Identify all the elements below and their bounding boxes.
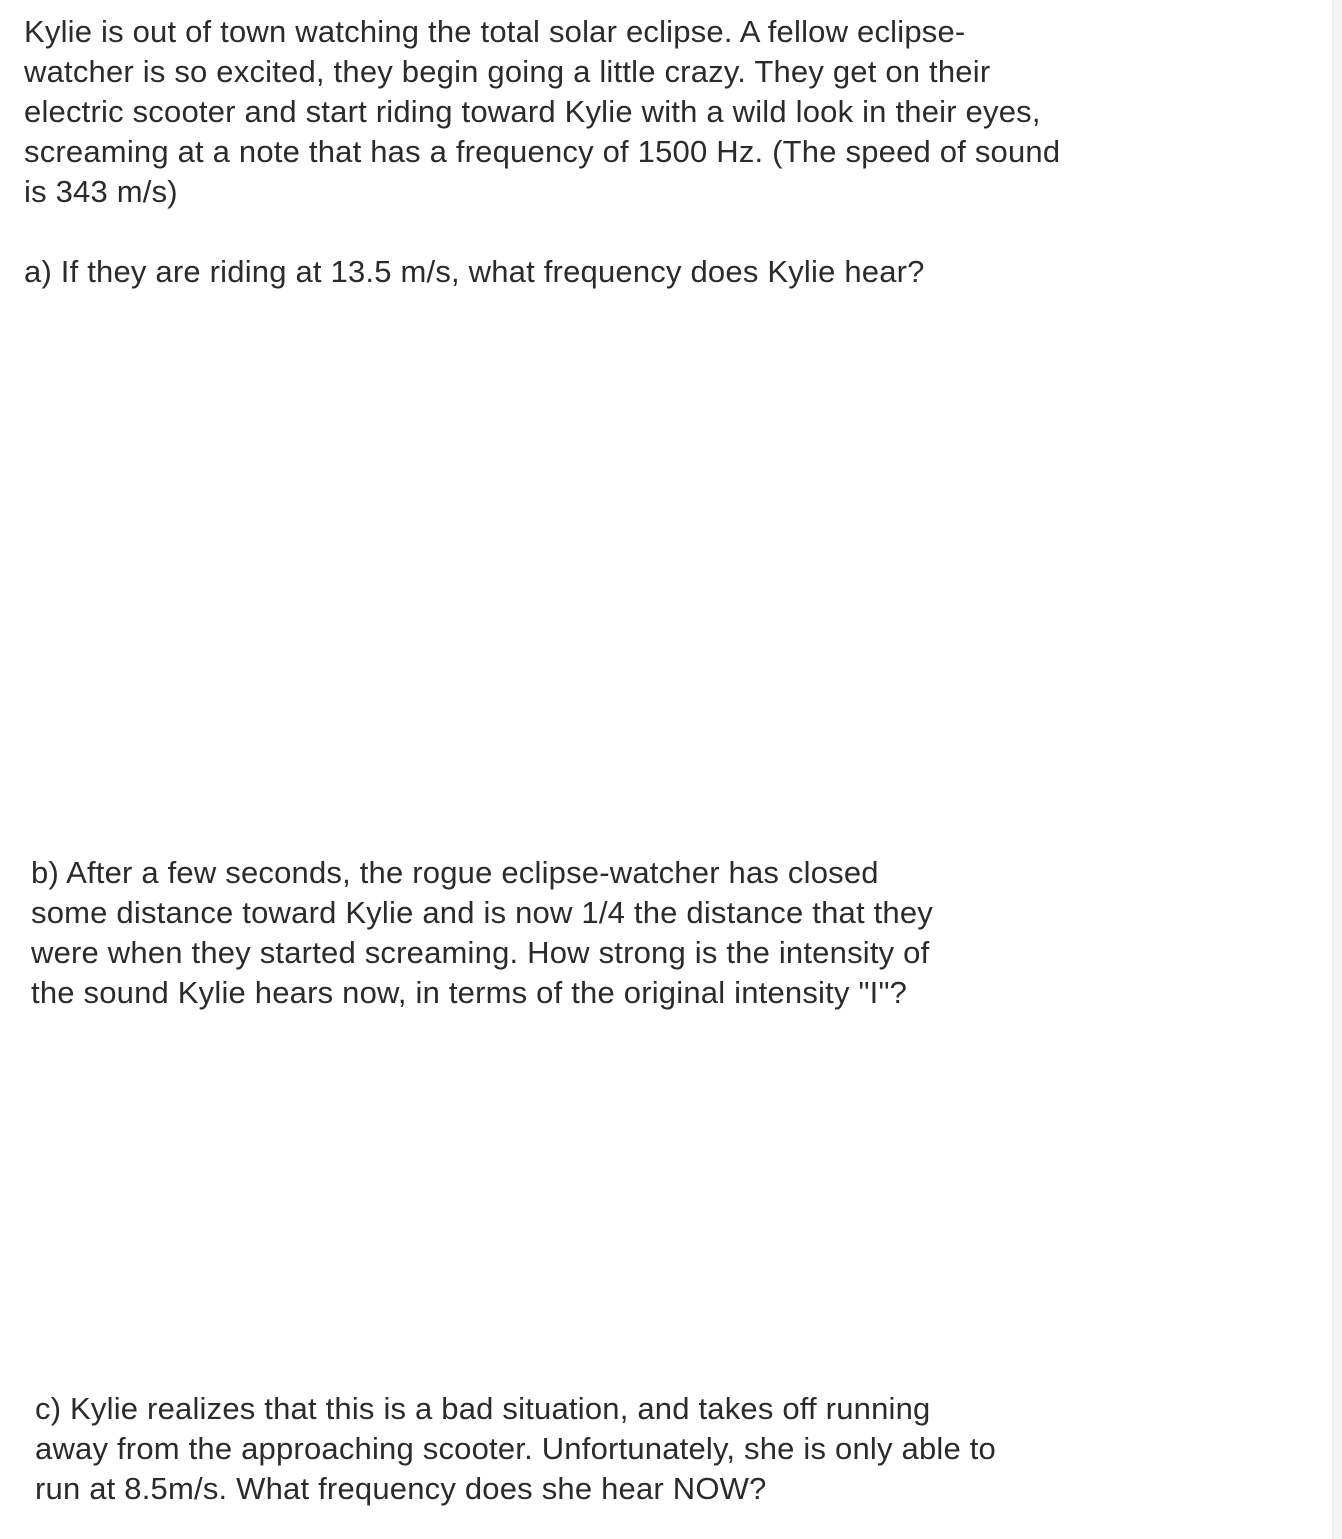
intro-line: is 343 m/s)	[24, 174, 178, 209]
question-b-line: were when they started screaming. How strong is the intensity of	[31, 935, 930, 970]
question-b-line: the sound Kylie hears now, in terms of the original intensity "I"?	[31, 975, 908, 1010]
intro-line: electric scooter and start riding toward Kylie with a wild look in their eyes,	[24, 94, 1041, 129]
question-a-line: a) If they are riding at 13.5 m/s, what frequency does Kylie hear?	[24, 254, 925, 289]
question-a	[24, 252, 925, 292]
intro-line: watcher is so excited, they begin going a little crazy. They get on their	[24, 54, 991, 89]
question-c	[35, 1389, 996, 1509]
question-c-line: c) Kylie realizes that this is a bad situation, and takes off running	[35, 1391, 931, 1426]
problem-intro	[24, 12, 1060, 212]
intro-line: screaming at a note that has a frequency of 1500 Hz. (The speed of sound	[24, 134, 1061, 169]
question-c-line: away from the approaching scooter. Unfortunately, she is only able to	[35, 1431, 996, 1466]
question-b-line: some distance toward Kylie and is now 1/4 the distance that they	[31, 895, 933, 930]
question-b-line: b) After a few seconds, the rogue eclipse-watcher has closed	[31, 855, 879, 890]
question-b	[31, 853, 933, 1013]
question-c-line: run at 8.5m/s. What frequency does she hear NOW?	[35, 1471, 767, 1506]
intro-line: Kylie is out of town watching the total solar eclipse. A fellow eclipse-	[24, 14, 966, 49]
page-edge-strip	[1332, 0, 1342, 1539]
